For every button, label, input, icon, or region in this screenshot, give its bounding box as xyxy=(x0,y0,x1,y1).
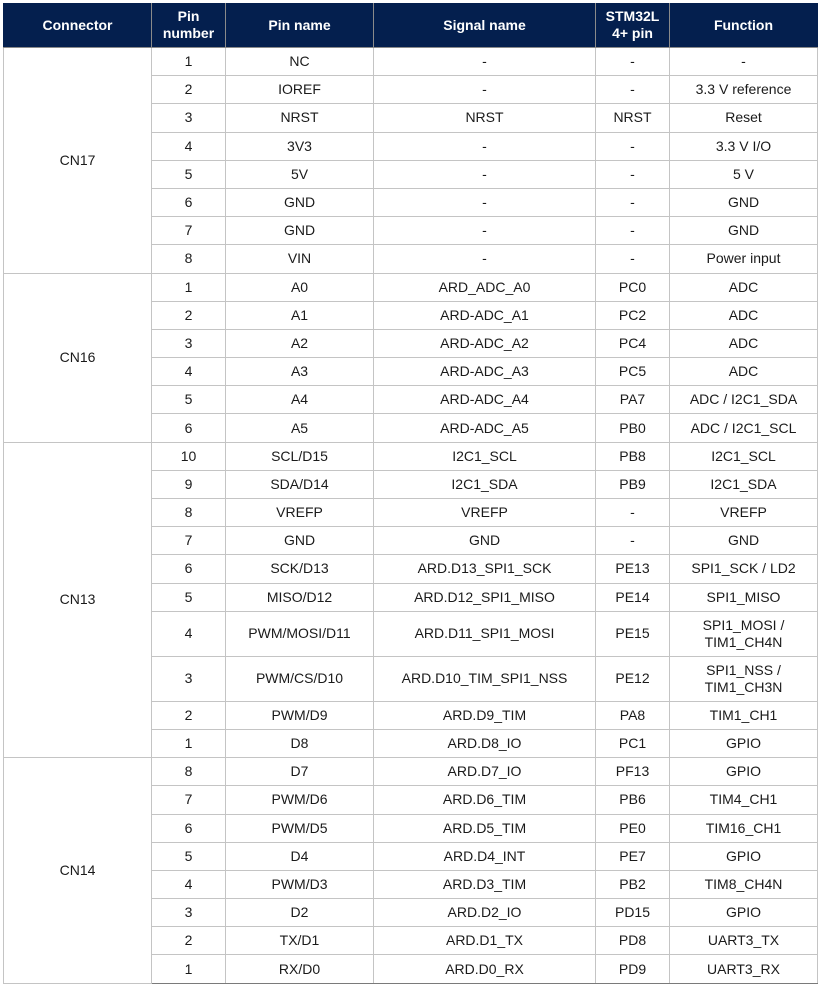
signal-name-cell: NRST xyxy=(374,104,596,132)
mcu-pin-cell: PD9 xyxy=(596,955,670,983)
pin-number-cell: 6 xyxy=(152,555,226,583)
function-cell: TIM16_CH1 xyxy=(670,814,818,842)
pin-number-cell: 5 xyxy=(152,160,226,188)
function-cell: ADC / I2C1_SCL xyxy=(670,414,818,442)
signal-name-cell: ARD.D9_TIM xyxy=(374,701,596,729)
header-connector: Connector xyxy=(4,3,152,48)
mcu-pin-cell: PE14 xyxy=(596,583,670,611)
signal-name-cell: - xyxy=(374,188,596,216)
function-cell: 3.3 V reference xyxy=(670,76,818,104)
signal-name-cell: I2C1_SCL xyxy=(374,442,596,470)
function-cell: GPIO xyxy=(670,899,818,927)
mcu-pin-cell: PE13 xyxy=(596,555,670,583)
mcu-pin-cell: - xyxy=(596,499,670,527)
mcu-pin-cell: - xyxy=(596,245,670,273)
pin-name-cell: RX/D0 xyxy=(226,955,374,983)
function-cell: ADC xyxy=(670,273,818,301)
signal-name-cell: VREFP xyxy=(374,499,596,527)
pin-name-cell: 3V3 xyxy=(226,132,374,160)
pin-name-cell: A1 xyxy=(226,301,374,329)
pin-name-cell: A5 xyxy=(226,414,374,442)
connector-cell: CN17 xyxy=(4,48,152,274)
pin-number-cell: 2 xyxy=(152,701,226,729)
pin-name-cell: NC xyxy=(226,48,374,76)
pin-name-cell: PWM/D3 xyxy=(226,870,374,898)
connector-cell: CN14 xyxy=(4,758,152,984)
function-cell: SPI1_MOSI / TIM1_CH4N xyxy=(670,611,818,656)
pin-number-cell: 6 xyxy=(152,414,226,442)
pin-name-cell: MISO/D12 xyxy=(226,583,374,611)
pin-name-cell: PWM/D5 xyxy=(226,814,374,842)
signal-name-cell: ARD.D1_TX xyxy=(374,927,596,955)
pin-number-cell: 7 xyxy=(152,527,226,555)
signal-name-cell: ARD.D12_SPI1_MISO xyxy=(374,583,596,611)
pin-number-cell: 5 xyxy=(152,386,226,414)
header-row xyxy=(4,3,818,48)
signal-name-cell: ARD-ADC_A3 xyxy=(374,358,596,386)
mcu-pin-cell: PD8 xyxy=(596,927,670,955)
mcu-pin-cell: PE7 xyxy=(596,842,670,870)
mcu-pin-cell: - xyxy=(596,76,670,104)
signal-name-cell: - xyxy=(374,48,596,76)
signal-name-cell: - xyxy=(374,217,596,245)
pin-number-cell: 8 xyxy=(152,245,226,273)
function-cell: TIM8_CH4N xyxy=(670,870,818,898)
pin-name-cell: VIN xyxy=(226,245,374,273)
connector-cell: CN13 xyxy=(4,442,152,758)
pin-name-cell: GND xyxy=(226,217,374,245)
pin-number-cell: 8 xyxy=(152,758,226,786)
pin-name-cell: GND xyxy=(226,527,374,555)
signal-name-cell: - xyxy=(374,132,596,160)
mcu-pin-cell: - xyxy=(596,132,670,160)
pin-name-cell: PWM/CS/D10 xyxy=(226,656,374,701)
pin-name-cell: D4 xyxy=(226,842,374,870)
pin-name-cell: SCK/D13 xyxy=(226,555,374,583)
pin-name-cell: SCL/D15 xyxy=(226,442,374,470)
pin-number-cell: 4 xyxy=(152,358,226,386)
table-row xyxy=(4,48,818,76)
mcu-pin-cell: PC5 xyxy=(596,358,670,386)
mcu-pin-cell: PE12 xyxy=(596,656,670,701)
function-cell: GND xyxy=(670,217,818,245)
table-body xyxy=(4,48,818,984)
mcu-pin-cell: PE0 xyxy=(596,814,670,842)
mcu-pin-cell: PC4 xyxy=(596,329,670,357)
header-mcu-pin: STM32L 4+ pin xyxy=(596,3,670,48)
signal-name-cell: ARD.D7_IO xyxy=(374,758,596,786)
signal-name-cell: ARD.D2_IO xyxy=(374,899,596,927)
header-signal-name: Signal name xyxy=(374,3,596,48)
pin-number-cell: 3 xyxy=(152,329,226,357)
function-cell: - xyxy=(670,48,818,76)
function-cell: ADC / I2C1_SDA xyxy=(670,386,818,414)
signal-name-cell: I2C1_SDA xyxy=(374,470,596,498)
function-cell: UART3_RX xyxy=(670,955,818,983)
function-cell: GPIO xyxy=(670,842,818,870)
signal-name-cell: ARD-ADC_A5 xyxy=(374,414,596,442)
pin-name-cell: SDA/D14 xyxy=(226,470,374,498)
function-cell: ADC xyxy=(670,329,818,357)
pin-number-cell: 1 xyxy=(152,729,226,757)
mcu-pin-cell: - xyxy=(596,188,670,216)
mcu-pin-cell: PC1 xyxy=(596,729,670,757)
function-cell: UART3_TX xyxy=(670,927,818,955)
signal-name-cell: ARD-ADC_A2 xyxy=(374,329,596,357)
header-pin-name: Pin name xyxy=(226,3,374,48)
mcu-pin-cell: PB8 xyxy=(596,442,670,470)
pin-number-cell: 2 xyxy=(152,301,226,329)
pin-number-cell: 2 xyxy=(152,76,226,104)
mcu-pin-cell: - xyxy=(596,160,670,188)
pin-number-cell: 4 xyxy=(152,870,226,898)
function-cell: SPI1_SCK / LD2 xyxy=(670,555,818,583)
pin-number-cell: 1 xyxy=(152,955,226,983)
pin-name-cell: A3 xyxy=(226,358,374,386)
table-row xyxy=(4,442,818,470)
mcu-pin-cell: - xyxy=(596,48,670,76)
table-row xyxy=(4,758,818,786)
pin-name-cell: D8 xyxy=(226,729,374,757)
mcu-pin-cell: NRST xyxy=(596,104,670,132)
pin-name-cell: PWM/MOSI/D11 xyxy=(226,611,374,656)
function-cell: GPIO xyxy=(670,729,818,757)
function-cell: GPIO xyxy=(670,758,818,786)
function-cell: GND xyxy=(670,527,818,555)
function-cell: ADC xyxy=(670,301,818,329)
mcu-pin-cell: PC0 xyxy=(596,273,670,301)
function-cell: SPI1_MISO xyxy=(670,583,818,611)
pin-number-cell: 6 xyxy=(152,814,226,842)
signal-name-cell: ARD.D10_TIM_SPI1_NSS xyxy=(374,656,596,701)
pin-number-cell: 6 xyxy=(152,188,226,216)
mcu-pin-cell: PC2 xyxy=(596,301,670,329)
function-cell: 3.3 V I/O xyxy=(670,132,818,160)
signal-name-cell: ARD-ADC_A4 xyxy=(374,386,596,414)
pin-number-cell: 10 xyxy=(152,442,226,470)
table-row xyxy=(4,273,818,301)
signal-name-cell: ARD-ADC_A1 xyxy=(374,301,596,329)
pin-name-cell: VREFP xyxy=(226,499,374,527)
function-cell: ADC xyxy=(670,358,818,386)
mcu-pin-cell: PA8 xyxy=(596,701,670,729)
signal-name-cell: ARD.D6_TIM xyxy=(374,786,596,814)
signal-name-cell: ARD.D3_TIM xyxy=(374,870,596,898)
function-cell: SPI1_NSS / TIM1_CH3N xyxy=(670,656,818,701)
function-cell: TIM1_CH1 xyxy=(670,701,818,729)
pin-number-cell: 4 xyxy=(152,611,226,656)
pin-number-cell: 9 xyxy=(152,470,226,498)
pinout-table xyxy=(3,3,818,984)
signal-name-cell: ARD.D13_SPI1_SCK xyxy=(374,555,596,583)
mcu-pin-cell: PE15 xyxy=(596,611,670,656)
pin-number-cell: 7 xyxy=(152,786,226,814)
pin-name-cell: PWM/D6 xyxy=(226,786,374,814)
mcu-pin-cell: PB9 xyxy=(596,470,670,498)
function-cell: I2C1_SCL xyxy=(670,442,818,470)
mcu-pin-cell: PD15 xyxy=(596,899,670,927)
connector-cell: CN16 xyxy=(4,273,152,442)
pin-name-cell: NRST xyxy=(226,104,374,132)
signal-name-cell: - xyxy=(374,76,596,104)
pin-number-cell: 1 xyxy=(152,273,226,301)
pin-name-cell: GND xyxy=(226,188,374,216)
mcu-pin-cell: PB2 xyxy=(596,870,670,898)
function-cell: Reset xyxy=(670,104,818,132)
signal-name-cell: GND xyxy=(374,527,596,555)
pin-number-cell: 5 xyxy=(152,842,226,870)
pin-number-cell: 8 xyxy=(152,499,226,527)
mcu-pin-cell: PB0 xyxy=(596,414,670,442)
table-header xyxy=(4,3,818,48)
pin-number-cell: 3 xyxy=(152,899,226,927)
function-cell: Power input xyxy=(670,245,818,273)
signal-name-cell: ARD_ADC_A0 xyxy=(374,273,596,301)
pin-number-cell: 4 xyxy=(152,132,226,160)
header-pin-number: Pin number xyxy=(152,3,226,48)
mcu-pin-cell: PF13 xyxy=(596,758,670,786)
signal-name-cell: - xyxy=(374,245,596,273)
pin-name-cell: D7 xyxy=(226,758,374,786)
pin-name-cell: A2 xyxy=(226,329,374,357)
signal-name-cell: ARD.D11_SPI1_MOSI xyxy=(374,611,596,656)
pin-number-cell: 3 xyxy=(152,104,226,132)
mcu-pin-cell: PA7 xyxy=(596,386,670,414)
pin-number-cell: 5 xyxy=(152,583,226,611)
pin-number-cell: 3 xyxy=(152,656,226,701)
signal-name-cell: ARD.D5_TIM xyxy=(374,814,596,842)
pin-name-cell: IOREF xyxy=(226,76,374,104)
signal-name-cell: ARD.D0_RX xyxy=(374,955,596,983)
signal-name-cell: - xyxy=(374,160,596,188)
header-function: Function xyxy=(670,3,818,48)
pin-name-cell: A0 xyxy=(226,273,374,301)
mcu-pin-cell: - xyxy=(596,527,670,555)
mcu-pin-cell: - xyxy=(596,217,670,245)
pin-name-cell: D2 xyxy=(226,899,374,927)
function-cell: I2C1_SDA xyxy=(670,470,818,498)
pin-name-cell: A4 xyxy=(226,386,374,414)
pin-number-cell: 7 xyxy=(152,217,226,245)
signal-name-cell: ARD.D4_INT xyxy=(374,842,596,870)
function-cell: VREFP xyxy=(670,499,818,527)
mcu-pin-cell: PB6 xyxy=(596,786,670,814)
pin-name-cell: PWM/D9 xyxy=(226,701,374,729)
pin-name-cell: 5V xyxy=(226,160,374,188)
function-cell: 5 V xyxy=(670,160,818,188)
signal-name-cell: ARD.D8_IO xyxy=(374,729,596,757)
pin-name-cell: TX/D1 xyxy=(226,927,374,955)
pin-number-cell: 2 xyxy=(152,927,226,955)
pin-number-cell: 1 xyxy=(152,48,226,76)
function-cell: TIM4_CH1 xyxy=(670,786,818,814)
function-cell: GND xyxy=(670,188,818,216)
